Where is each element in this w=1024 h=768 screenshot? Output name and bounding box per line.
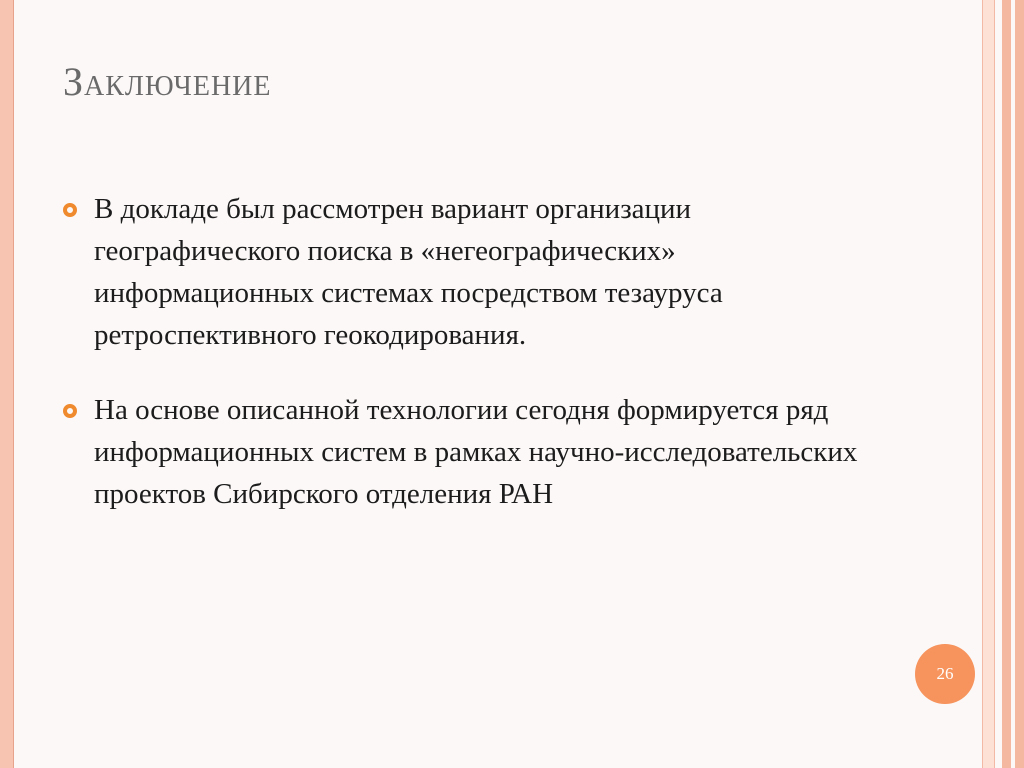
left-decorative-border <box>0 0 14 768</box>
bullet-list <box>63 188 863 548</box>
circle-bullet-icon <box>63 404 77 418</box>
bullet-text: В докладе был рассмотрен вариант организации географического поиска в «негеографических» информационных системах посредством тезауруса ретроспективного геокодирования. <box>94 193 723 351</box>
circle-bullet-icon <box>63 203 77 217</box>
right-decorative-border <box>978 0 1024 768</box>
slide-title: Заключение <box>63 59 272 104</box>
bullet-text: На основе описанной технологии сегодня формируется ряд информационных систем в рамках научно-исследовательских проектов Сибирского отделения РАН <box>94 394 858 510</box>
bullet-item <box>63 188 863 356</box>
page-number-badge: 26 <box>915 644 975 704</box>
bullet-item <box>63 389 863 515</box>
